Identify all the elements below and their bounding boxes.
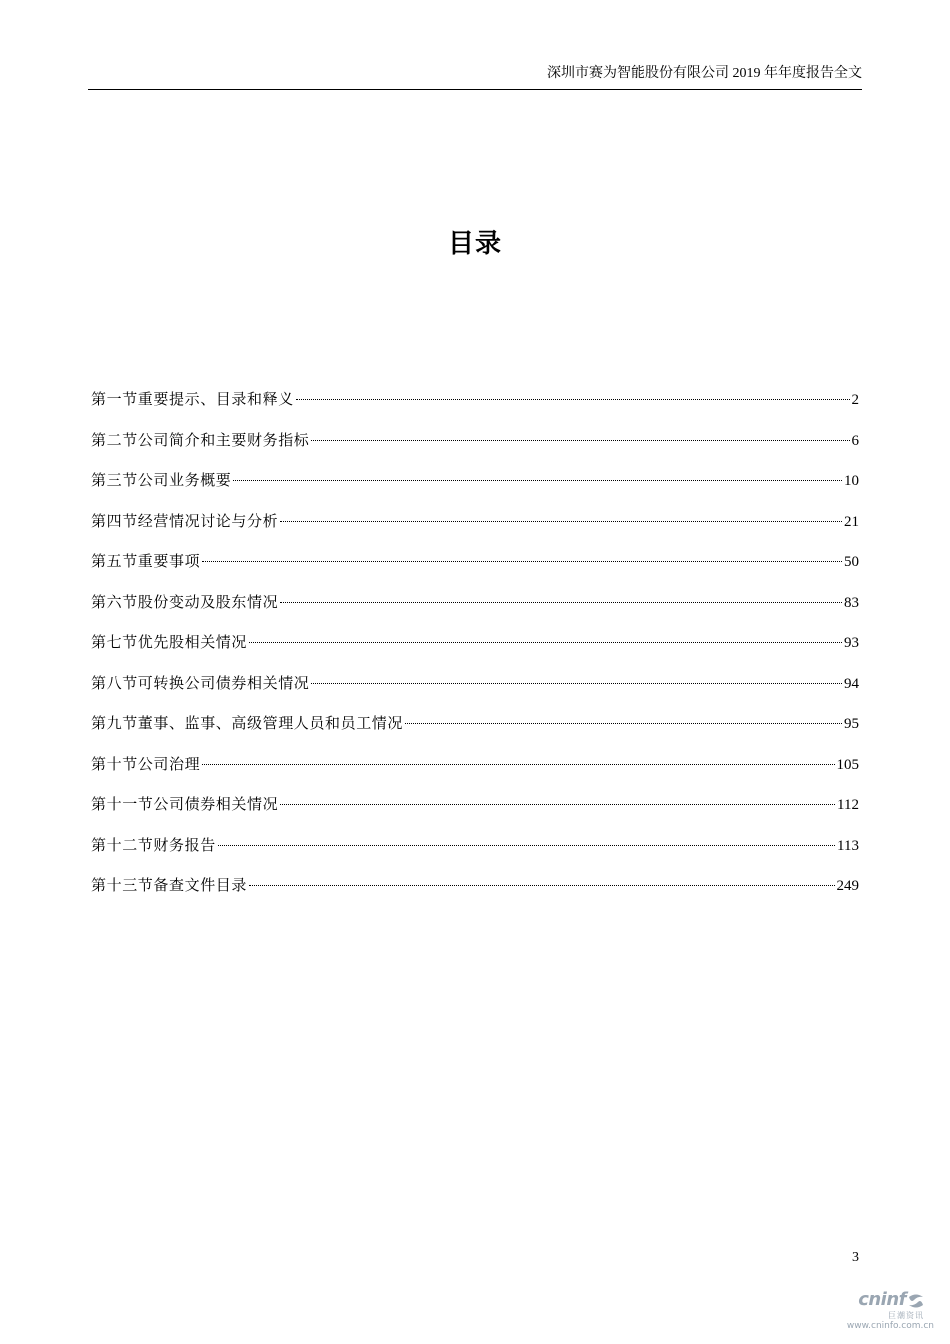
toc-entry[interactable] xyxy=(91,386,859,427)
toc-leader-dots xyxy=(218,845,835,846)
toc-entry[interactable] xyxy=(91,467,859,508)
toc-entry-title: 第十三节备查文件目录 xyxy=(91,878,248,894)
toc-entry-title: 第十一节公司债券相关情况 xyxy=(91,797,279,813)
toc-leader-dots xyxy=(311,440,849,441)
toc-entry-title: 第十二节财务报告 xyxy=(91,837,216,854)
table-of-contents xyxy=(91,386,859,913)
cninfo-watermark xyxy=(814,1287,934,1335)
toc-leader-dots xyxy=(280,521,842,522)
toc-leader-dots xyxy=(202,764,834,765)
header-text: 深圳市赛为智能股份有限公司 2019 年年度报告全文 xyxy=(547,66,862,81)
toc-entry[interactable] xyxy=(91,508,859,549)
toc-entry-title: 第三节公司业务概要 xyxy=(91,473,232,489)
toc-entry-page: 10 xyxy=(844,473,859,489)
toc-leader-dots xyxy=(202,561,842,562)
toc-entry-title: 第二节公司简介和主要财务指标 xyxy=(91,432,310,449)
watermark-subtitle: 巨潮资讯 xyxy=(888,1311,924,1320)
watermark-brand: cninf xyxy=(858,1289,906,1310)
toc-entry-title: 第八节可转换公司债券相关情况 xyxy=(91,675,310,692)
toc-entry-page: 105 xyxy=(836,756,859,773)
toc-entry-title: 第四节经营情况讨论与分析 xyxy=(91,513,279,530)
toc-entry-page: 6 xyxy=(851,432,859,449)
toc-entry[interactable] xyxy=(91,629,859,670)
toc-entry-page: 249 xyxy=(836,878,859,894)
toc-entry[interactable] xyxy=(91,589,859,630)
toc-leader-dots xyxy=(296,399,850,400)
page-number: 3 xyxy=(852,1250,859,1265)
toc-entry-title: 第九节董事、监事、高级管理人员和员工情况 xyxy=(91,716,404,732)
watermark-url: www.cninfo.com.cn xyxy=(846,1321,934,1331)
toc-entry[interactable] xyxy=(91,872,859,913)
toc-entry[interactable] xyxy=(91,670,859,711)
toc-entry-page: 93 xyxy=(844,635,859,651)
toc-leader-dots xyxy=(280,602,842,603)
toc-entry[interactable] xyxy=(91,710,859,751)
toc-entry-title: 第十节公司治理 xyxy=(91,756,201,773)
toc-entry-page: 113 xyxy=(837,837,859,854)
toc-entry[interactable] xyxy=(91,427,859,468)
toc-entry-page: 112 xyxy=(837,797,859,813)
toc-entry-page: 21 xyxy=(844,513,859,530)
toc-entry[interactable] xyxy=(91,832,859,873)
toc-entry-title: 第一节重要提示、目录和释义 xyxy=(91,392,294,408)
toc-leader-dots xyxy=(311,683,842,684)
cninfo-logo-icon xyxy=(906,1291,926,1311)
toc-entry-title: 第七节优先股相关情况 xyxy=(91,635,248,651)
toc-leader-dots xyxy=(249,885,834,886)
toc-entry-page: 2 xyxy=(851,392,859,408)
toc-entry-title: 第六节股份变动及股东情况 xyxy=(91,594,279,611)
toc-entry[interactable] xyxy=(91,548,859,589)
toc-entry-page: 94 xyxy=(844,675,859,692)
toc-leader-dots xyxy=(233,480,842,481)
toc-leader-dots xyxy=(280,804,835,805)
toc-leader-dots xyxy=(249,642,842,643)
toc-entry[interactable] xyxy=(91,751,859,792)
page-header xyxy=(88,63,862,90)
toc-entry[interactable] xyxy=(91,791,859,832)
toc-entry-page: 83 xyxy=(844,594,859,611)
toc-leader-dots xyxy=(405,723,842,724)
toc-entry-title: 第五节重要事项 xyxy=(91,554,201,570)
toc-entry-page: 50 xyxy=(844,554,859,570)
toc-entry-page: 95 xyxy=(844,716,859,732)
page-title: 目录 xyxy=(447,229,502,259)
